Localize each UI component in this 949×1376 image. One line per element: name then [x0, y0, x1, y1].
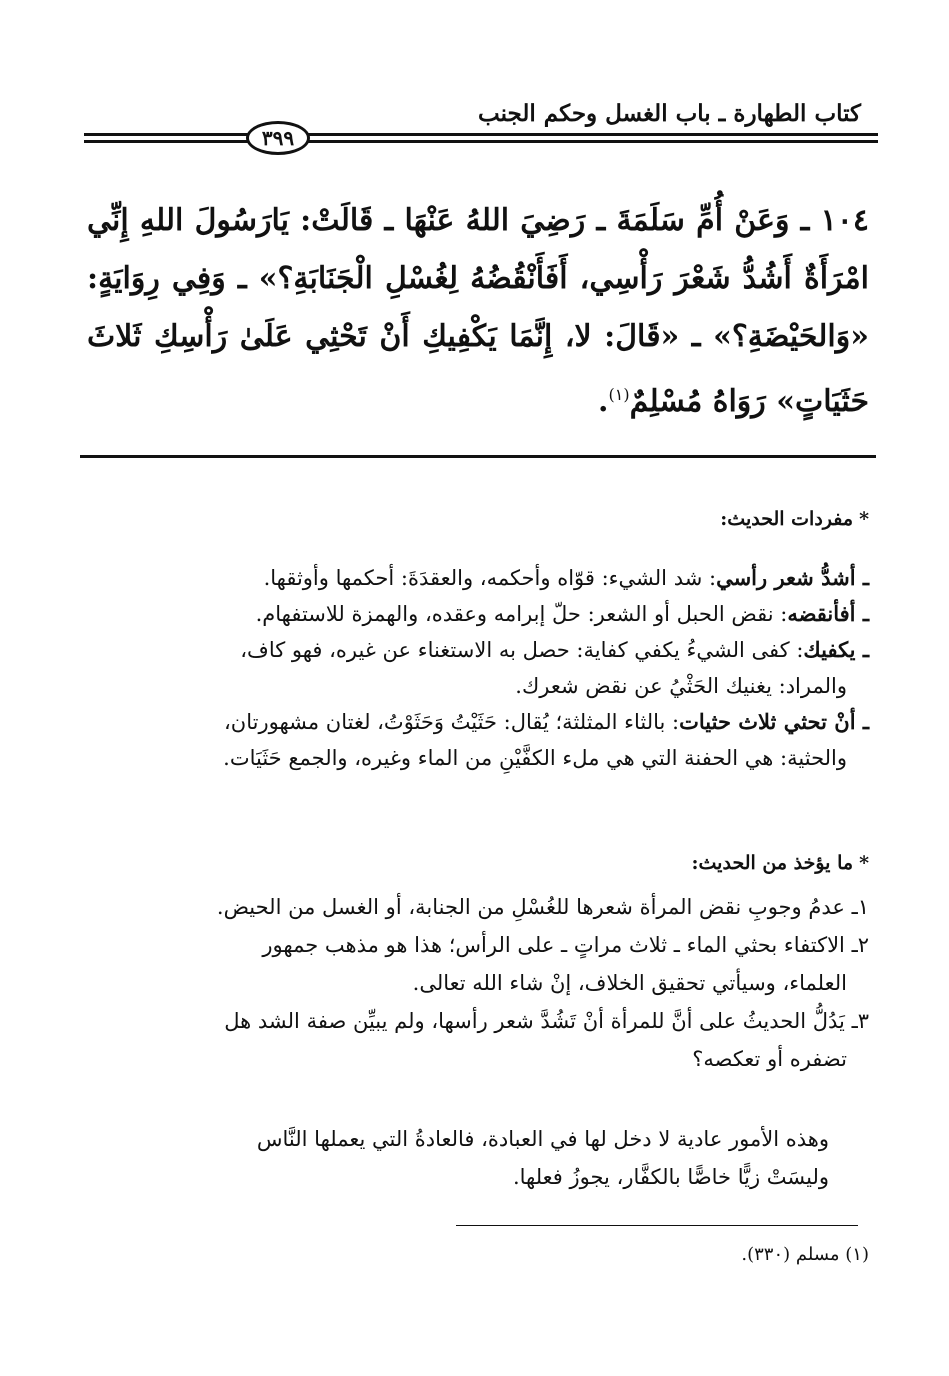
- footnote-rule: [456, 1225, 858, 1226]
- footnote: (١) مسلم (٣٣٠).: [741, 1244, 869, 1265]
- vocab-def: : شد الشيء: قوّاه وأحكمه، والعقدَةَ: أحكمها وأوثقها.: [263, 566, 717, 590]
- vocab-list: [75, 560, 869, 776]
- vocab-term: ـ أشدُّ شعر رأسي: [716, 565, 869, 590]
- section-separator: [80, 455, 876, 458]
- asterisk-icon: *: [859, 852, 869, 874]
- closing-line-1: وهذه الأمور عادية لا دخل لها في العبادة، فالعادةُ التي يعملها النَّاس: [256, 1127, 829, 1151]
- lesson-text: ٣ـ يَدُلُّ الحديثُ على أنَّ للمرأة أنْ تَشُدَّ شعر رأسها، ولم يبيِّن صفة الشد هل: [224, 1009, 869, 1033]
- hadith-block: [87, 192, 869, 431]
- vocab-term: ـ أفأنقضه: [787, 601, 869, 626]
- page-number: ٣٩٩: [246, 121, 310, 155]
- vocab-item: [75, 596, 869, 632]
- closing-paragraph: [75, 1120, 869, 1196]
- vocab-def-continuation: والحثية: هي الحفنة التي هي ملء الكفَّيْنِ من الماء وغيره، والجمع حَثَيَات.: [223, 746, 847, 770]
- vocab-def: : نقض الحبل أو الشعر: حلّ إبرامه وعقده، والهمزة للاستفهام.: [255, 602, 788, 626]
- vocab-def: : كفى الشيءُ يكفي كفاية: حصل به الاستغناء عن غيره، فهو كاف،: [240, 638, 804, 662]
- vocab-item: [75, 560, 869, 596]
- lessons-heading: [692, 852, 869, 874]
- lesson-text: ١ـ عدمُ وجوبِ نقض المرأة شعرها للغُسْلِ من الجنابة، أو الغسل من الحيض.: [216, 895, 869, 919]
- vocab-def: : بالثاء المثلثة؛ يُقال: حَثَيْتُ وَحَثَوْتُ، لغتان مشهورتان،: [224, 710, 680, 734]
- vocab-item: [75, 632, 869, 704]
- lesson-item: [75, 1002, 869, 1078]
- vocab-item: [75, 704, 869, 776]
- hadith-end-mark: .: [598, 384, 609, 419]
- vocab-def-continuation: والمراد: يغنيك الحَثْيُ عن نقض شعرك.: [515, 674, 847, 698]
- vocab-term: ـ أنْ تحثي ثلاث حثيات: [679, 709, 869, 734]
- header-rule-right-bottom: [300, 140, 878, 143]
- closing-line-2: وليسَتْ زيًّا خاصًّا بالكفَّار، يجوزُ فعلها.: [512, 1165, 829, 1189]
- lesson-text: ٢ـ الاكتفاء بحثي الماء ـ ثلاث مراتٍ ـ على الرأس؛ هذا هو مذهب جمهور: [262, 933, 869, 957]
- footnote-reference: (١): [608, 385, 630, 404]
- lessons-heading-text: ما يؤخذ من الحديث:: [691, 852, 854, 874]
- lesson-item: [75, 926, 869, 1002]
- hadith-number: ١٠٤ ـ: [800, 203, 869, 238]
- lesson-continuation: العلماء، وسيأتي تحقيق الخلاف، إنْ شاء الله تعالى.: [412, 971, 847, 995]
- running-header-title: كتاب الطهارة ـ باب الغسل وحكم الجنب: [478, 100, 861, 127]
- vocab-term: ـ يكفيك: [803, 637, 869, 662]
- vocab-heading-text: مفردات الحديث:: [720, 508, 854, 530]
- vocab-heading: [720, 508, 869, 530]
- header-rule-right-top: [300, 133, 878, 136]
- lesson-continuation: تضفره أو تعكصه؟: [692, 1047, 847, 1071]
- lesson-item: [75, 888, 869, 926]
- hadith-text: وَعَنْ أُمِّ سَلَمَةَ ـ رَضِيَ اللهُ عَنْهَا ـ قَالَتْ: يَارَسُولَ اللهِ إِنِّي امْرَأَةٌ أَشُدُّ شَعْرَ رَأْسِي، أَفَأَنْقُضُهُ لِغُسْلِ الْجَنَابَةِ؟» ـ وَفِي رِوَايَةٍ: «وَالحَيْضَةِ؟» ـ «قَالَ: لا، إِنَّمَا يَكْفِيكِ أَنْ تَحْثِي عَلَىٰ رَأْسِكِ ثَلاثَ حَثَيَاتٍ» رَوَاهُ مُسْلِمٌ: [87, 203, 869, 419]
- lessons-list: [75, 888, 869, 1078]
- asterisk-icon: *: [859, 508, 869, 530]
